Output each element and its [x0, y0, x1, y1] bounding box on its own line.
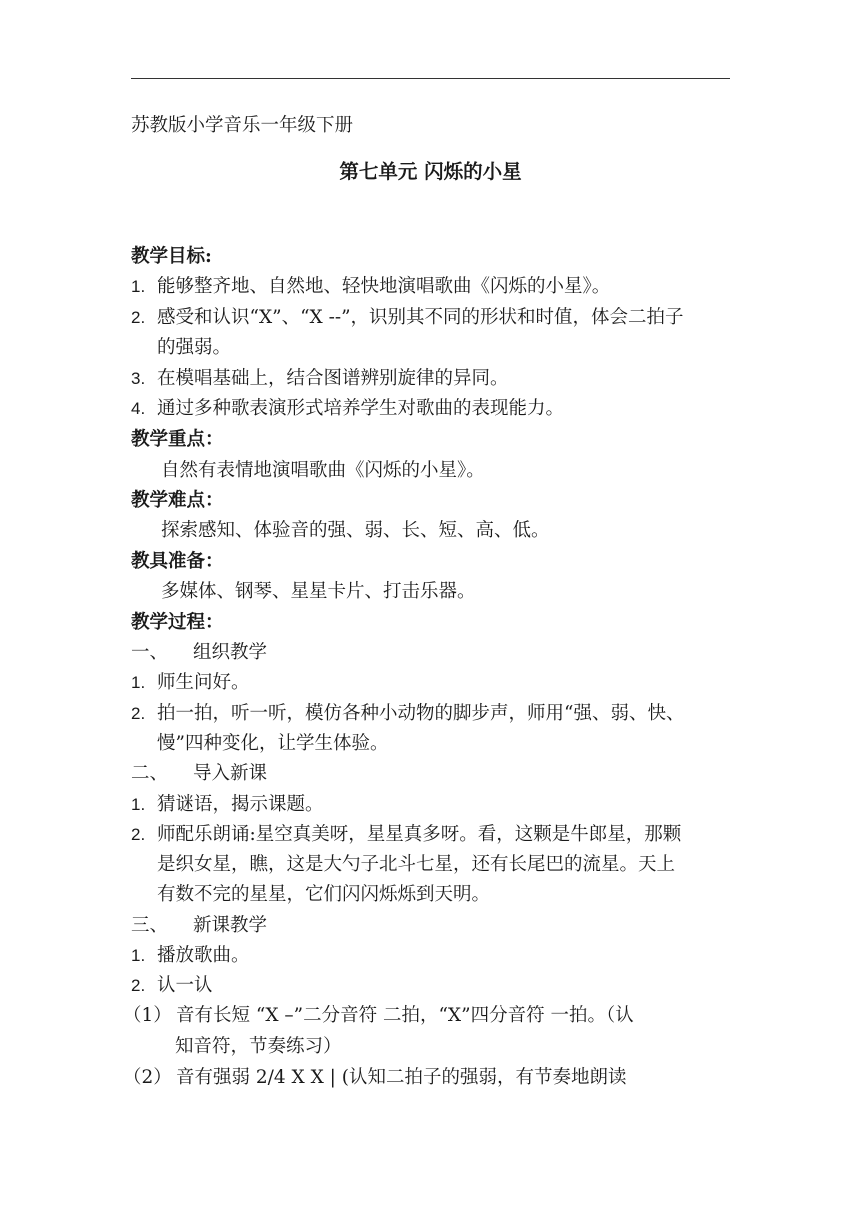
- goals-heading: 教学目标:: [131, 246, 212, 267]
- item-number: 1.: [131, 673, 146, 692]
- list-item: [131, 367, 509, 391]
- item-text: 猜谜语，揭示课题。: [157, 794, 324, 815]
- section-heading: [131, 641, 267, 665]
- item-number: 1.: [131, 277, 146, 296]
- key-heading: 教学重点：: [131, 429, 224, 450]
- sub-item-number: （1）: [123, 1005, 172, 1026]
- item-text: 在模唱基础上，结合图谱辨别旋律的异同。: [157, 368, 509, 389]
- item-number: 4.: [131, 399, 146, 418]
- section-heading: [131, 914, 267, 938]
- item-text-continued: 是织女星，瞧，这是大勺子北斗七星，还有长尾巴的流星。天上: [157, 854, 676, 875]
- list-item: [131, 702, 684, 726]
- list-item: [131, 793, 324, 817]
- header-rule: [131, 78, 730, 79]
- item-number: 2.: [131, 825, 146, 844]
- sub-item-number: （2）: [123, 1067, 172, 1088]
- item-number: 2.: [131, 976, 146, 995]
- list-item: [131, 974, 213, 998]
- list-item: [131, 944, 250, 968]
- difficulty-text: 探索感知、体验音的强、弱、长、短、高、低。: [161, 520, 550, 541]
- key-text: 自然有表情地演唱歌曲《闪烁的小星》。: [161, 460, 485, 481]
- item-number: 2.: [131, 704, 146, 723]
- sub-item: [123, 1004, 634, 1028]
- list-item: [131, 823, 681, 847]
- section-number: 三、: [131, 915, 169, 936]
- item-text: 感受和认识“X”、“X --”，识别其不同的形状和时值，体会二拍子: [157, 307, 684, 328]
- list-item: [131, 275, 610, 299]
- tools-heading: 教具准备：: [131, 551, 224, 572]
- item-text-continued: 有数不完的星星，它们闪闪烁烁到天明。: [157, 884, 491, 905]
- section-heading: [131, 762, 267, 786]
- item-text: 能够整齐地、自然地、轻快地演唱歌曲《闪烁的小星》。: [157, 276, 611, 297]
- sub-item: [123, 1066, 626, 1090]
- item-text-continued: 慢”四种变化，让学生体验。: [157, 733, 389, 754]
- item-text-continued: 的强弱。: [157, 337, 232, 358]
- process-heading: 教学过程：: [131, 612, 224, 633]
- sub-item-text-continued: 知音符，节奏练习）: [175, 1036, 342, 1057]
- item-text: 拍一拍，听一听，模仿各种小动物的脚步声，师用“强、弱、快、: [157, 703, 685, 724]
- item-number: 3.: [131, 369, 146, 388]
- list-item: [131, 306, 684, 330]
- item-number: 2.: [131, 308, 146, 327]
- section-number: 一、: [131, 642, 169, 663]
- section-label: 导入新课: [193, 763, 268, 784]
- difficulty-heading: 教学难点：: [131, 490, 224, 511]
- document-header: 苏教版小学音乐一年级下册: [131, 115, 354, 136]
- item-text: 通过多种歌表演形式培养学生对歌曲的表现能力。: [157, 398, 565, 419]
- list-item: [131, 397, 564, 421]
- item-text: 师生问好。: [157, 672, 250, 693]
- list-item: [131, 671, 250, 695]
- document-title: 第七单元 闪烁的小星: [339, 160, 522, 183]
- section-number: 二、: [131, 763, 169, 784]
- section-label: 新课教学: [193, 915, 268, 936]
- sub-item-text: 音有强弱 2/4 X X | (认知二拍子的强弱，有节奏地朗读: [176, 1067, 627, 1088]
- item-text: 播放歌曲。: [157, 945, 250, 966]
- tools-text: 多媒体、钢琴、星星卡片、打击乐器。: [161, 581, 476, 602]
- item-number: 1.: [131, 946, 146, 965]
- item-number: 1.: [131, 795, 146, 814]
- item-text: 认一认: [157, 975, 213, 996]
- item-text: 师配乐朗诵:星空真美呀，星星真多呀。看，这颗是牛郎星，那颗: [157, 824, 682, 845]
- section-label: 组织教学: [193, 642, 268, 663]
- sub-item-text: 音有长短 “X –”二分音符 二拍，“X”四分音符 一拍。（认: [176, 1005, 634, 1026]
